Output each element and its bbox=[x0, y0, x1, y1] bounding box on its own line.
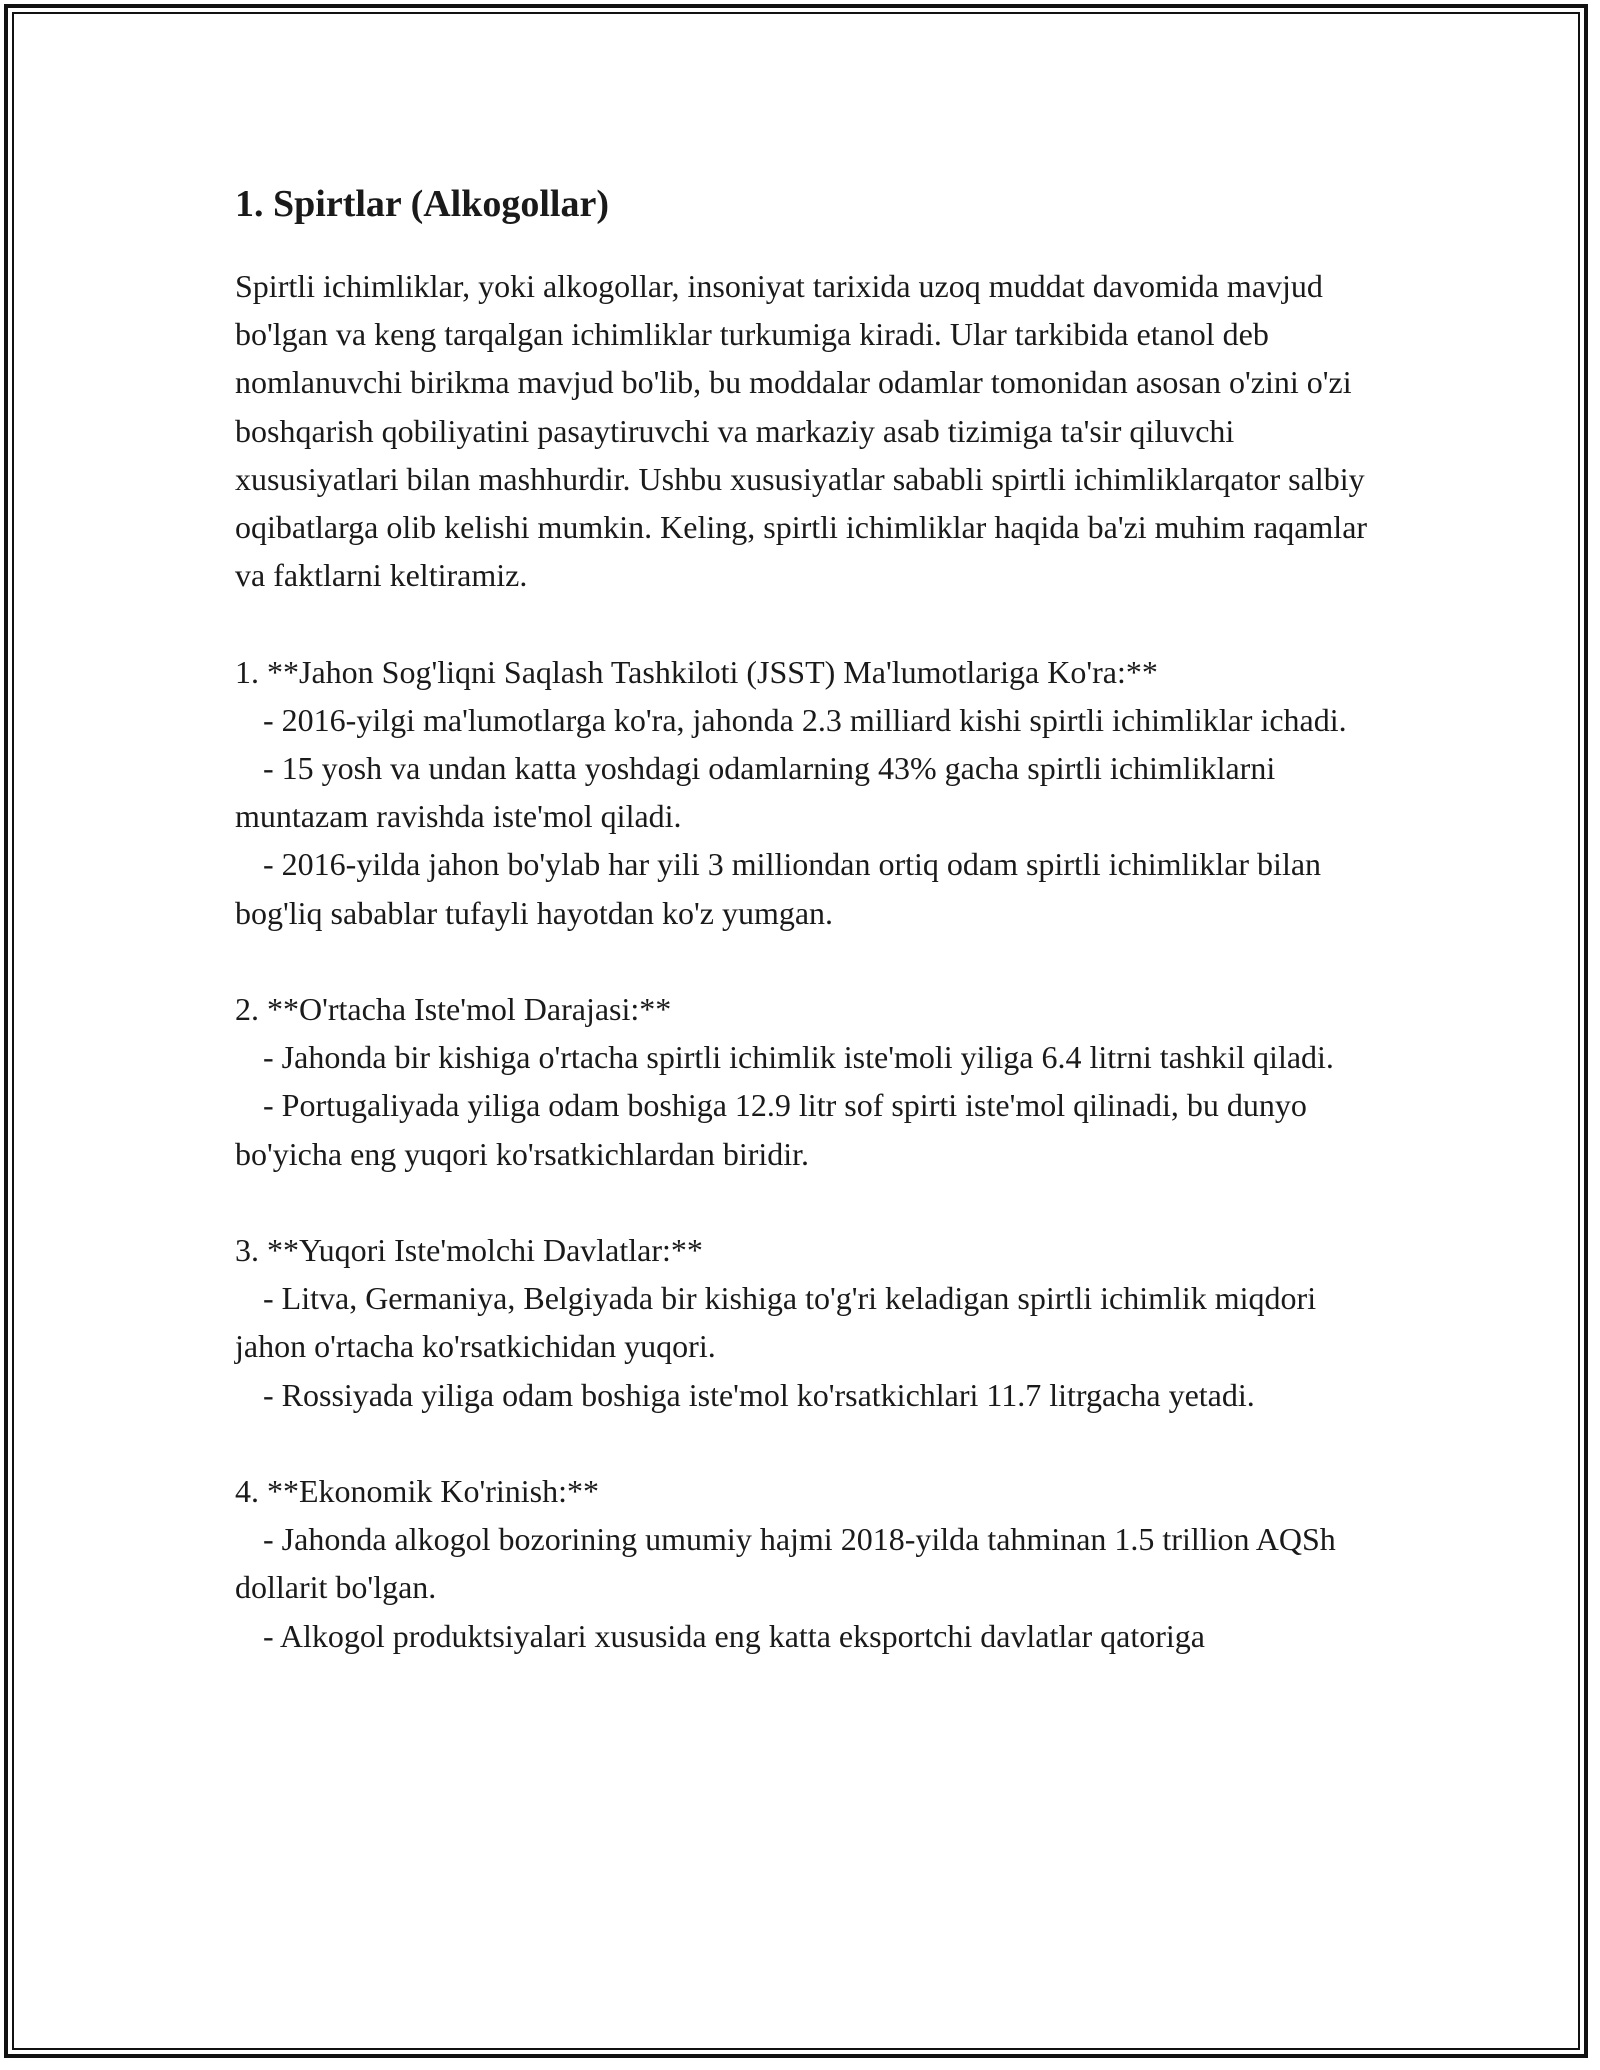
bullet-item: - Jahonda bir kishiga o'rtacha spirtli ichimlik iste'moli yiliga 6.4 litrni tashkil qiladi. bbox=[263, 1039, 1334, 1076]
bullet-item: - 2016-yilgi ma'lumotlarga ko'ra, jahonda 2.3 milliard kishi spirtli ichimliklar ichadi. bbox=[263, 701, 1347, 738]
bullet-item: - 15 yosh va undan katta yoshdagi odamlarning 43% gacha spirtli ichimliklarni muntazam ravishda iste'mol qiladi. bbox=[235, 750, 1276, 835]
intro-paragraph: Spirtli ichimliklar, yoki alkogollar, insoniyat tarixida uzoq muddat davomida mavjud bo'lgan va keng tarqalgan ichimliklar turkumiga kiradi. Ular tarkibida etanol deb nomlanuvchi birikma mavjud bo'lib, bu moddalar odamlar tomonidan asosan o'zini o'zi boshqarish qobiliyatini pasaytiruvchi va markaziy asab tizimiga ta'sir qiluvchi xususiyatlari bilan mashhurdir. Ushbu xususiyatlar sababli spirtli ichimliklarqator salbiy oqibatlarga olib kelishi mumkin. Keling, spirtli ichimliklar haqida ba'zi muhim raqamlar va faktlarni keltiramiz. bbox=[235, 268, 1376, 594]
document-body bbox=[235, 180, 1385, 1660]
section-2 bbox=[235, 985, 1385, 1178]
bullet-item: - Portugaliyada yiliga odam boshiga 12.9 litr sof spirti iste'mol qilinadi, bu dunyo bo'yicha eng yuqori ko'rsatkichlardan biridir. bbox=[235, 1087, 1307, 1172]
bullet-item: - 2016-yilda jahon bo'ylab har yili 3 milliondan ortiq odam spirtli ichimliklar bilan bog'liq sabablar tufayli hayotdan ko'z yumgan. bbox=[235, 846, 1322, 931]
section-title: 1. **Jahon Sog'liqni Saqlash Tashkiloti (JSST) Ma'lumotlariga Ko'ra:** bbox=[235, 653, 1158, 690]
bullet-item: - Jahonda alkogol bozorining umumiy hajmi 2018-yilda tahminan 1.5 trillion AQSh dollarit bo'lgan. bbox=[235, 1521, 1336, 1606]
section-1 bbox=[235, 648, 1385, 937]
section-title: 2. **O'rtacha Iste'mol Darajasi:** bbox=[235, 991, 672, 1028]
bullet-item: - Rossiyada yiliga odam boshiga iste'mol ko'rsatkichlari 11.7 litrgacha yetadi. bbox=[263, 1376, 1255, 1413]
bullet-item: - Alkogol produktsiyalari xususida eng katta eksportchi davlatlar qatoriga bbox=[263, 1617, 1205, 1654]
section-3 bbox=[235, 1226, 1385, 1419]
section-title: 4. **Ekonomik Ko'rinish:** bbox=[235, 1473, 599, 1510]
document-title: 1. Spirtlar (Alkogollar) bbox=[235, 183, 610, 225]
section-title: 3. **Yuqori Iste'molchi Davlatlar:** bbox=[235, 1232, 703, 1269]
bullet-item: - Litva, Germaniya, Belgiyada bir kishiga to'g'ri keladigan spirtli ichimlik miqdori jahon o'rtacha ko'rsatkichidan yuqori. bbox=[235, 1280, 1317, 1365]
section-4 bbox=[235, 1467, 1385, 1660]
